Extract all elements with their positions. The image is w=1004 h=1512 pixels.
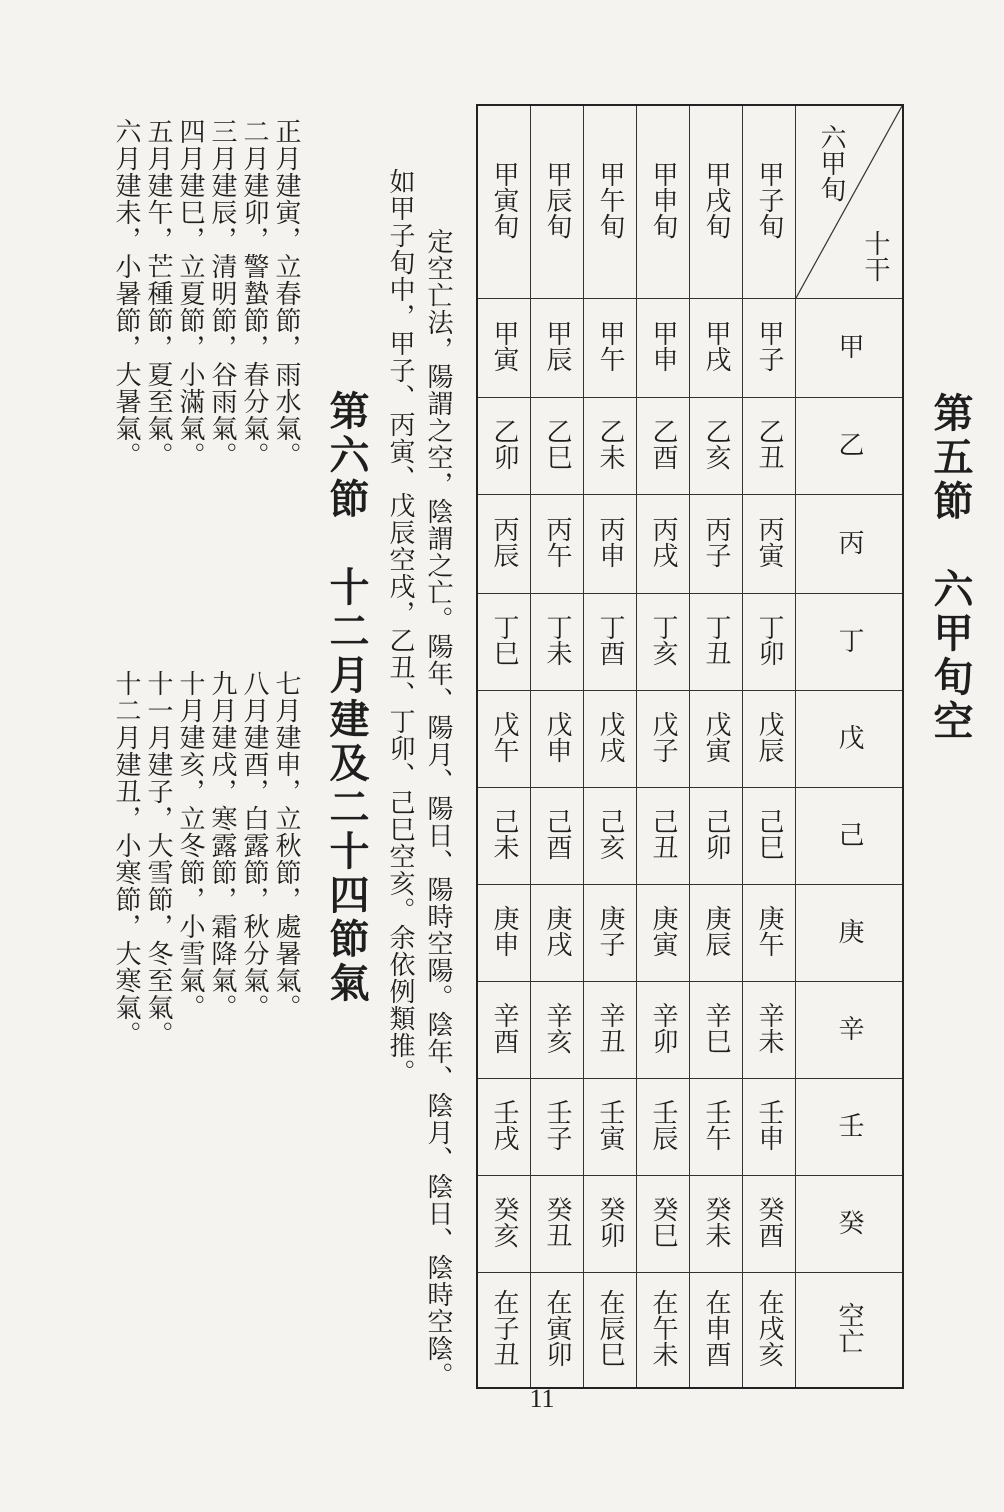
ganzhi-value: 在午未 (648, 1289, 678, 1367)
table-cell (637, 1079, 690, 1176)
stem-label: 丙 (834, 529, 864, 555)
corner-label-stems: 十干 (860, 230, 890, 282)
table-cell (690, 1273, 743, 1389)
xun-header-cell (477, 105, 531, 299)
ganzhi-value: 庚午 (754, 905, 784, 957)
ganzhi-value: 己未 (489, 808, 519, 860)
stem-label: 戊 (834, 724, 864, 750)
ganzhi-value: 丙寅 (754, 516, 784, 568)
table-cell (584, 1079, 637, 1176)
stem-header-cell (796, 982, 904, 1079)
ganzhi-value: 丙午 (542, 516, 572, 568)
ganzhi-value: 乙酉 (648, 418, 678, 470)
table-row (477, 594, 903, 691)
table-cell (584, 495, 637, 594)
month-10-line: 十月建亥，立冬節，小雪氣。 (175, 670, 205, 1021)
table-cell (743, 594, 796, 691)
table-cell (584, 691, 637, 788)
table-corner-cell (796, 105, 904, 299)
table-cell (477, 691, 531, 788)
table-cell (690, 299, 743, 398)
month-11-line: 十一月建子，大雪節，冬至氣。 (143, 670, 173, 1048)
stem-label: 庚 (834, 918, 864, 944)
table-cell (743, 1079, 796, 1176)
table-cell (637, 594, 690, 691)
ganzhi-value: 辛卯 (648, 1002, 678, 1054)
ganzhi-value: 乙未 (595, 418, 625, 470)
table-cell (637, 398, 690, 495)
xun-label: 甲辰旬 (542, 161, 572, 239)
table-cell (584, 788, 637, 885)
ganzhi-value: 癸酉 (754, 1196, 784, 1248)
stem-label: 辛 (834, 1015, 864, 1041)
stem-header-cell (796, 788, 904, 885)
table-cell (690, 594, 743, 691)
table-cell (531, 1273, 584, 1389)
table-cell (584, 982, 637, 1079)
table-header-row (477, 105, 903, 299)
ganzhi-value: 乙巳 (542, 418, 572, 470)
table-cell (477, 788, 531, 885)
stem-header-cell (796, 1176, 904, 1273)
section-6-title: 第六節 十二月建及二十四節氣 (323, 390, 369, 1006)
ganzhi-value: 庚辰 (701, 905, 731, 957)
ganzhi-value: 庚寅 (648, 905, 678, 957)
table-cell (690, 1176, 743, 1273)
stem-header-cell (796, 398, 904, 495)
ganzhi-value: 丁未 (542, 614, 572, 666)
table-row (477, 1079, 903, 1176)
table-row (477, 299, 903, 398)
xun-header-cell (531, 105, 584, 299)
table-cell (637, 691, 690, 788)
table-cell (531, 398, 584, 495)
table-cell (584, 398, 637, 495)
month-2-line: 二月建卯，警蟄節，春分氣。 (239, 118, 269, 469)
month-8-line: 八月建酉，白露節，秋分氣。 (239, 670, 269, 1021)
xun-header-cell (743, 105, 796, 299)
table-cell (477, 982, 531, 1079)
xun-header-cell (690, 105, 743, 299)
table-cell (690, 398, 743, 495)
month-12-line: 十二月建丑，小寒節，大寒氣。 (111, 670, 141, 1048)
ganzhi-value: 甲午 (595, 320, 625, 372)
month-7-line: 七月建申，立秋節，處暑氣。 (271, 670, 301, 1021)
ganzhi-value: 壬戌 (489, 1099, 519, 1151)
month-5-line: 五月建午，芒種節，夏至氣。 (143, 118, 173, 469)
table-cell (743, 788, 796, 885)
stem-header-cell (796, 594, 904, 691)
ganzhi-value: 辛未 (754, 1002, 784, 1054)
ganzhi-value: 壬辰 (648, 1099, 678, 1151)
table-cell (690, 691, 743, 788)
table-cell (743, 1176, 796, 1273)
ganzhi-value: 乙丑 (754, 418, 784, 470)
ganzhi-value: 庚子 (595, 905, 625, 957)
table-cell (690, 788, 743, 885)
ganzhi-value: 辛亥 (542, 1002, 572, 1054)
stem-header-cell (796, 1273, 904, 1389)
month-9-line: 九月建戌，寒露節，霜降氣。 (207, 670, 237, 1021)
ganzhi-value: 在子丑 (489, 1289, 519, 1367)
table-row (477, 1273, 903, 1389)
ganzhi-value: 甲寅 (489, 320, 519, 372)
table-cell (531, 594, 584, 691)
month-4-line: 四月建巳，立夏節，小滿氣。 (175, 118, 205, 469)
ganzhi-value: 丁卯 (754, 614, 784, 666)
table-row (477, 495, 903, 594)
table-cell (637, 885, 690, 982)
explanation-line-2: 如甲子旬中，甲子、丙寅、戊辰空戌，乙丑、丁卯、己巳空亥。余依例類推。 (385, 168, 415, 1086)
xun-header-cell (637, 105, 690, 299)
xun-label: 甲午旬 (595, 161, 625, 239)
ganzhi-value: 丁巳 (489, 614, 519, 666)
ganzhi-value: 辛丑 (595, 1002, 625, 1054)
table-row (477, 691, 903, 788)
table-cell (531, 691, 584, 788)
ganzhi-value: 壬午 (701, 1099, 731, 1151)
table-cell (531, 885, 584, 982)
ganzhi-value: 癸卯 (595, 1196, 625, 1248)
ganzhi-value: 壬子 (542, 1099, 572, 1151)
table-cell (584, 1176, 637, 1273)
stem-label: 空亡 (834, 1302, 864, 1354)
ganzhi-value: 戊辰 (754, 711, 784, 763)
table-cell (690, 885, 743, 982)
table-row (477, 982, 903, 1079)
ganzhi-value: 癸未 (701, 1196, 731, 1248)
ganzhi-value: 己巳 (754, 808, 784, 860)
ganzhi-value: 丙子 (701, 516, 731, 568)
ganzhi-value: 癸亥 (489, 1196, 519, 1248)
ganzhi-value: 在寅卯 (542, 1289, 572, 1367)
ganzhi-value: 庚戌 (542, 905, 572, 957)
xun-label: 甲子旬 (754, 161, 784, 239)
ganzhi-value: 戊午 (489, 711, 519, 763)
table-cell (477, 398, 531, 495)
table-row (477, 788, 903, 885)
xun-label: 甲戌旬 (701, 161, 731, 239)
table-cell (637, 1176, 690, 1273)
table-cell (637, 495, 690, 594)
table-cell (743, 1273, 796, 1389)
table-row (477, 885, 903, 982)
ganzhi-value: 甲申 (648, 320, 678, 372)
ganzhi-value: 辛巳 (701, 1002, 731, 1054)
ganzhi-value: 辛酉 (489, 1002, 519, 1054)
ganzhi-value: 丙戌 (648, 516, 678, 568)
table-cell (531, 299, 584, 398)
ganzhi-value: 戊申 (542, 711, 572, 763)
ganzhi-value: 乙卯 (489, 418, 519, 470)
ganzhi-value: 戊子 (648, 711, 678, 763)
stem-label: 丁 (834, 627, 864, 653)
table-cell (637, 982, 690, 1079)
table-cell (477, 495, 531, 594)
page-number: 11 (529, 1384, 555, 1413)
stem-label: 壬 (834, 1112, 864, 1138)
table-cell (531, 1079, 584, 1176)
table-cell (584, 885, 637, 982)
table-cell (477, 299, 531, 398)
ganzhi-value: 甲子 (754, 320, 784, 372)
ganzhi-value: 壬寅 (595, 1099, 625, 1151)
ganzhi-value: 壬申 (754, 1099, 784, 1151)
table-row (477, 398, 903, 495)
stem-header-cell (796, 1079, 904, 1176)
xun-header-cell (584, 105, 637, 299)
table-cell (637, 299, 690, 398)
xun-label: 甲寅旬 (489, 161, 519, 239)
table-cell (531, 788, 584, 885)
table-cell (477, 885, 531, 982)
stem-header-cell (796, 691, 904, 788)
ganzhi-value: 甲戌 (701, 320, 731, 372)
ganzhi-value: 甲辰 (542, 320, 572, 372)
table-cell (690, 982, 743, 1079)
ganzhi-value: 己酉 (542, 808, 572, 860)
ganzhi-value: 丁酉 (595, 614, 625, 666)
explanation-line-1: 定空亡法，陽謂之空，陰謂之亡。陽年、陽月、陽日、陽時空陽。陰年、陰月、陰日、陰時空陰。 (423, 228, 453, 1389)
xun-label: 甲申旬 (648, 161, 678, 239)
table-cell (531, 982, 584, 1079)
ganzhi-value: 己卯 (701, 808, 731, 860)
stem-header-cell (796, 885, 904, 982)
table-cell (743, 691, 796, 788)
ganzhi-value: 在申酉 (701, 1289, 731, 1367)
table-row (477, 1176, 903, 1273)
table-cell (477, 1079, 531, 1176)
ganzhi-value: 丙辰 (489, 516, 519, 568)
stem-label: 己 (834, 821, 864, 847)
table-cell (531, 1176, 584, 1273)
table-cell (531, 495, 584, 594)
ganzhi-value: 癸巳 (648, 1196, 678, 1248)
table-cell (584, 299, 637, 398)
stem-label: 乙 (834, 431, 864, 457)
table-cell (743, 299, 796, 398)
table-cell (743, 398, 796, 495)
ganzhi-value: 庚申 (489, 905, 519, 957)
table-cell (637, 1273, 690, 1389)
stem-label: 甲 (834, 333, 864, 359)
ganzhi-value: 癸丑 (542, 1196, 572, 1248)
month-3-line: 三月建辰，清明節，谷雨氣。 (207, 118, 237, 469)
ganzhi-value: 丙申 (595, 516, 625, 568)
table-cell (743, 495, 796, 594)
ganzhi-value: 戊寅 (701, 711, 731, 763)
ganzhi-value: 乙亥 (701, 418, 731, 470)
ganzhi-value: 己丑 (648, 808, 678, 860)
ganzhi-value: 戊戌 (595, 711, 625, 763)
section-5-title: 第五節 六甲旬空 (927, 392, 973, 744)
six-jia-xun-kong-table (476, 104, 904, 1389)
table-cell (743, 885, 796, 982)
month-1-line: 正月建寅，立春節，雨水氣。 (271, 118, 301, 469)
table-cell (584, 594, 637, 691)
ganzhi-value: 己亥 (595, 808, 625, 860)
ganzhi-value: 丁亥 (648, 614, 678, 666)
ganzhi-value: 丁丑 (701, 614, 731, 666)
stem-header-cell (796, 299, 904, 398)
table-cell (584, 1273, 637, 1389)
ganzhi-value: 在辰巳 (595, 1289, 625, 1367)
table-cell (477, 1176, 531, 1273)
table-cell (637, 788, 690, 885)
ganzhi-value: 在戌亥 (754, 1289, 784, 1367)
table-cell (477, 1273, 531, 1389)
table-cell (690, 1079, 743, 1176)
corner-label-xun: 六甲旬 (816, 124, 846, 202)
month-6-line: 六月建未，小暑節，大暑氣。 (111, 118, 141, 469)
stem-label: 癸 (834, 1209, 864, 1235)
table-cell (690, 495, 743, 594)
stem-header-cell (796, 495, 904, 594)
table-cell (477, 594, 531, 691)
table-cell (743, 982, 796, 1079)
